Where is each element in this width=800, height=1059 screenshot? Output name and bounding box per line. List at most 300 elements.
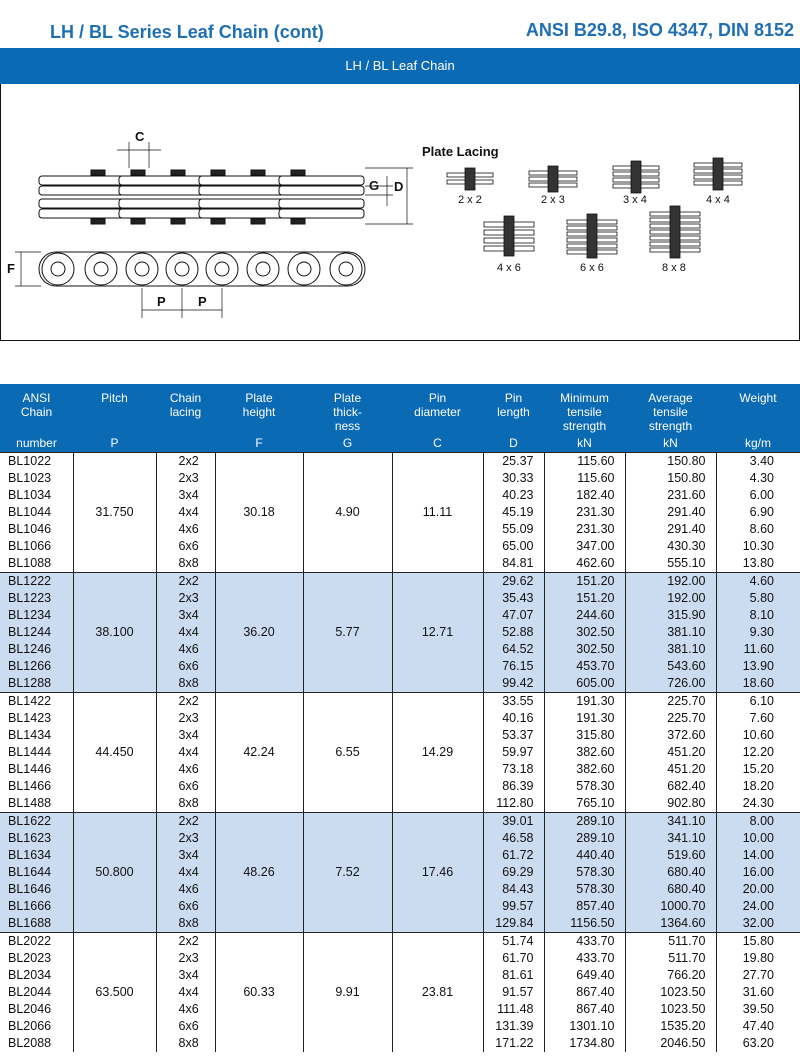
plate-height-cell: 48.26 [215,813,303,933]
weight-cell: 16.00 [716,864,800,881]
lacing-cell: 3x4 [156,487,215,504]
lacing-label-4x6: 4 x 6 [497,262,521,274]
lacing-cell: 4x6 [156,1001,215,1018]
lacing-cell: 8x8 [156,675,215,693]
min-strength-cell: 605.00 [544,675,625,693]
avg-strength-cell: 902.80 [625,795,716,813]
weight-cell: 24.00 [716,898,800,915]
pin-length-cell: 40.16 [483,710,544,727]
chain-top-view [39,142,413,224]
pin-length-cell: 59.97 [483,744,544,761]
pin-length-cell: 61.70 [483,950,544,967]
chain-side-view [15,252,365,318]
lacing-cell: 4x6 [156,641,215,658]
avg-strength-cell: 555.10 [625,555,716,573]
pin-length-cell: 69.29 [483,864,544,881]
min-strength-cell: 433.70 [544,933,625,951]
chain-number-cell: BL2066 [0,1018,73,1035]
chain-diagram-panel [0,84,800,341]
pin-diameter-cell: 17.46 [392,813,483,933]
lacing-cell: 4x4 [156,984,215,1001]
weight-cell: 63.20 [716,1035,800,1052]
avg-strength-cell: 680.40 [625,864,716,881]
lacing-cell: 3x4 [156,727,215,744]
column-header-line: height [242,405,276,419]
chain-number-cell: BL1666 [0,898,73,915]
min-strength-cell: 302.50 [544,624,625,641]
column-header-unit: C [433,436,442,450]
plate-height-cell: 36.20 [215,573,303,693]
pin-length-cell: 131.39 [483,1018,544,1035]
column-header [544,384,625,453]
lacing-cell: 4x4 [156,864,215,881]
column-header-line: tensile [653,405,688,419]
avg-strength-cell: 341.10 [625,830,716,847]
plate-height-cell: 60.33 [215,933,303,1053]
pin-length-cell: 84.43 [483,881,544,898]
pin-length-cell: 25.37 [483,453,544,471]
weight-cell: 10.00 [716,830,800,847]
plate-lacing-title: Plate Lacing [422,144,499,159]
column-header-line: Average [648,391,693,405]
lacing-cell: 2x2 [156,813,215,831]
chain-number-cell: BL1434 [0,727,73,744]
pitch-cell: 50.800 [73,813,156,933]
pin-length-cell: 91.57 [483,984,544,1001]
weight-cell: 27.70 [716,967,800,984]
min-strength-cell: 382.60 [544,744,625,761]
chain-number-cell: BL2022 [0,933,73,951]
dim-label-f: F [7,261,15,276]
chain-number-cell: BL1422 [0,693,73,711]
lacing-cell: 8x8 [156,915,215,933]
page-title: LH / BL Series Leaf Chain (cont) [50,22,324,42]
dim-label-d: D [394,179,404,194]
weight-cell: 4.30 [716,470,800,487]
plate-height-cell: 42.24 [215,693,303,813]
column-header-line: Plate [245,391,273,405]
avg-strength-cell: 372.60 [625,727,716,744]
chain-number-cell: BL1423 [0,710,73,727]
pin-length-cell: 73.18 [483,761,544,778]
chain-number-cell: BL1223 [0,590,73,607]
plate-thickness-cell: 6.55 [303,693,392,813]
avg-strength-cell: 225.70 [625,693,716,711]
table-row [0,933,800,951]
weight-cell: 39.50 [716,1001,800,1018]
lacing-cell: 2x3 [156,950,215,967]
weight-cell: 15.20 [716,761,800,778]
min-strength-cell: 578.30 [544,778,625,795]
pin-length-cell: 39.01 [483,813,544,831]
avg-strength-cell: 381.10 [625,624,716,641]
min-strength-cell: 244.60 [544,607,625,624]
lacing-cell: 2x2 [156,933,215,951]
plate-thickness-cell: 9.91 [303,933,392,1053]
lacing-cell: 2x2 [156,573,215,591]
min-strength-cell: 302.50 [544,641,625,658]
column-header [625,384,716,453]
weight-cell: 18.20 [716,778,800,795]
avg-strength-cell: 451.20 [625,744,716,761]
weight-cell: 20.00 [716,881,800,898]
chain-number-cell: BL1088 [0,555,73,573]
chain-number-cell: BL1222 [0,573,73,591]
avg-strength-cell: 291.40 [625,504,716,521]
avg-strength-cell: 1023.50 [625,984,716,1001]
weight-cell: 8.10 [716,607,800,624]
pin-length-cell: 30.33 [483,470,544,487]
avg-strength-cell: 1023.50 [625,1001,716,1018]
pitch-cell: 38.100 [73,573,156,693]
avg-strength-cell: 1535.20 [625,1018,716,1035]
weight-cell: 9.30 [716,624,800,641]
lacing-label-8x8: 8 x 8 [662,262,686,274]
lacing-cell: 2x3 [156,590,215,607]
table-body [0,453,800,1053]
lacing-cell: 6x6 [156,658,215,675]
min-strength-cell: 289.10 [544,813,625,831]
lacing-6x6-icon [567,214,617,258]
lacing-cell: 3x4 [156,847,215,864]
lacing-cell: 6x6 [156,538,215,555]
pin-length-cell: 112.80 [483,795,544,813]
pin-length-cell: 81.61 [483,967,544,984]
column-header-line: strength [648,419,693,433]
plate-height-cell: 30.18 [215,453,303,573]
avg-strength-cell: 543.60 [625,658,716,675]
column-header-line: Chain [169,391,202,405]
page-header [0,0,800,48]
weight-cell: 24.30 [716,795,800,813]
avg-strength-cell: 192.00 [625,573,716,591]
avg-strength-cell: 1000.70 [625,898,716,915]
lacing-2x3-icon [529,166,577,192]
avg-strength-cell: 726.00 [625,675,716,693]
min-strength-cell: 1156.50 [544,915,625,933]
chain-number-cell: BL1066 [0,538,73,555]
min-strength-cell: 115.60 [544,470,625,487]
pin-length-cell: 46.58 [483,830,544,847]
standards-label: ANSI B29.8, ISO 4347, DIN 8152 [525,20,794,40]
lacing-cell: 8x8 [156,555,215,573]
lacing-2x2-icon [447,168,493,190]
lacing-label-6x6: 6 x 6 [580,262,604,274]
avg-strength-cell: 511.70 [625,933,716,951]
pin-length-cell: 45.19 [483,504,544,521]
chain-number-cell: BL1266 [0,658,73,675]
dim-label-g: G [369,178,380,193]
min-strength-cell: 191.30 [544,710,625,727]
weight-cell: 47.40 [716,1018,800,1035]
chain-number-cell: BL1623 [0,830,73,847]
chain-number-cell: BL1244 [0,624,73,641]
column-header-line: lacing [169,405,202,419]
pin-length-cell: 129.84 [483,915,544,933]
avg-strength-cell: 511.70 [625,950,716,967]
avg-strength-cell: 225.70 [625,710,716,727]
chain-number-cell: BL1023 [0,470,73,487]
plate-thickness-cell: 4.90 [303,453,392,573]
lacing-cell: 2x3 [156,830,215,847]
lacing-cell: 4x6 [156,881,215,898]
pitch-cell: 63.500 [73,933,156,1053]
min-strength-cell: 765.10 [544,795,625,813]
pin-length-cell: 61.72 [483,847,544,864]
lacing-cell: 6x6 [156,1018,215,1035]
table-row [0,813,800,831]
pin-diameter-cell: 14.29 [392,693,483,813]
column-header [73,384,156,453]
column-header [303,384,392,453]
spec-table [0,384,800,1052]
table-row [0,453,800,471]
min-strength-cell: 1301.10 [544,1018,625,1035]
chain-number-cell: BL1288 [0,675,73,693]
column-header-line: length [497,405,530,419]
weight-cell: 14.00 [716,847,800,864]
chain-number-cell: BL1446 [0,761,73,778]
column-header-line: Weight [739,391,777,405]
avg-strength-cell: 430.30 [625,538,716,555]
weight-cell: 10.60 [716,727,800,744]
weight-cell: 4.60 [716,573,800,591]
lacing-cell: 6x6 [156,898,215,915]
column-header-line: Pitch [101,391,128,405]
avg-strength-cell: 519.60 [625,847,716,864]
column-header-line: Pin [504,391,523,405]
weight-cell: 7.60 [716,710,800,727]
pin-length-cell: 51.74 [483,933,544,951]
avg-strength-cell: 682.40 [625,778,716,795]
pin-length-cell: 65.00 [483,538,544,555]
avg-strength-cell: 2046.50 [625,1035,716,1052]
min-strength-cell: 857.40 [544,898,625,915]
lacing-cell: 8x8 [156,795,215,813]
min-strength-cell: 649.40 [544,967,625,984]
column-header [716,384,800,453]
min-strength-cell: 182.40 [544,487,625,504]
pitch-cell: 44.450 [73,693,156,813]
min-strength-cell: 289.10 [544,830,625,847]
pin-length-cell: 111.48 [483,1001,544,1018]
weight-cell: 6.00 [716,487,800,504]
pin-length-cell: 35.43 [483,590,544,607]
lacing-8x8-icon [650,206,700,258]
chain-number-cell: BL2044 [0,984,73,1001]
column-header [392,384,483,453]
chain-number-cell: BL1622 [0,813,73,831]
min-strength-cell: 1734.80 [544,1035,625,1052]
column-header-line: ANSI [22,391,51,405]
min-strength-cell: 231.30 [544,504,625,521]
lacing-cell: 2x2 [156,693,215,711]
dim-label-c: C [135,129,145,144]
min-strength-cell: 867.40 [544,1001,625,1018]
table-row [0,573,800,591]
column-header [0,384,73,453]
pin-length-cell: 29.62 [483,573,544,591]
pin-length-cell: 84.81 [483,555,544,573]
min-strength-cell: 115.60 [544,453,625,471]
min-strength-cell: 578.30 [544,881,625,898]
pin-length-cell: 55.09 [483,521,544,538]
column-header-unit: D [509,436,518,450]
min-strength-cell: 462.60 [544,555,625,573]
weight-cell: 15.80 [716,933,800,951]
pin-diameter-cell: 11.11 [392,453,483,573]
column-header [215,384,303,453]
column-header-unit: kg/m [744,436,771,450]
lacing-cell: 2x3 [156,710,215,727]
avg-strength-cell: 451.20 [625,761,716,778]
lacing-label-3x4: 3 x 4 [623,194,647,206]
chain-number-cell: BL1444 [0,744,73,761]
pitch-cell: 31.750 [73,453,156,573]
lacing-cell: 3x4 [156,967,215,984]
weight-cell: 5.80 [716,590,800,607]
pin-length-cell: 64.52 [483,641,544,658]
lacing-label-2x3: 2 x 3 [541,194,565,206]
lacing-cell: 2x3 [156,470,215,487]
weight-cell: 31.60 [716,984,800,1001]
lacing-cell: 4x4 [156,624,215,641]
column-header-line: strength [562,419,607,433]
column-header-line: diameter [414,405,461,419]
avg-strength-cell: 1364.60 [625,915,716,933]
column-header-line: Chain [20,405,53,419]
weight-cell: 6.10 [716,693,800,711]
min-strength-cell: 382.60 [544,761,625,778]
pin-length-cell: 171.22 [483,1035,544,1052]
chain-number-cell: BL2088 [0,1035,73,1052]
pin-diameter-cell: 23.81 [392,933,483,1053]
column-header-unit: P [110,436,119,450]
min-strength-cell: 433.70 [544,950,625,967]
column-header-line: thick- [333,405,362,419]
column-header-line: tensile [567,405,602,419]
pin-length-cell: 76.15 [483,658,544,675]
chain-number-cell: BL1044 [0,504,73,521]
banner-title: LH / BL Leaf Chain [345,58,455,73]
weight-cell: 3.40 [716,453,800,471]
column-header [483,384,544,453]
weight-cell: 13.80 [716,555,800,573]
weight-cell: 10.30 [716,538,800,555]
avg-strength-cell: 766.20 [625,967,716,984]
table-header-row [0,384,800,453]
avg-strength-cell: 192.00 [625,590,716,607]
column-header-unit: kN [663,436,678,450]
weight-cell: 8.60 [716,521,800,538]
lacing-4x4-icon [694,158,742,190]
avg-strength-cell: 680.40 [625,881,716,898]
chain-number-cell: BL1466 [0,778,73,795]
chain-number-cell: BL1634 [0,847,73,864]
pin-length-cell: 52.88 [483,624,544,641]
min-strength-cell: 440.40 [544,847,625,864]
weight-cell: 32.00 [716,915,800,933]
lacing-cell: 2x2 [156,453,215,471]
pin-diameter-cell: 12.71 [392,573,483,693]
weight-cell: 19.80 [716,950,800,967]
min-strength-cell: 151.20 [544,590,625,607]
column-header-line: Pin [428,391,447,405]
lacing-4x6-icon [484,216,534,256]
plate-thickness-cell: 7.52 [303,813,392,933]
weight-cell: 8.00 [716,813,800,831]
pin-length-cell: 99.57 [483,898,544,915]
column-header-line: ness [334,419,361,433]
chain-number-cell: BL2046 [0,1001,73,1018]
table-row [0,693,800,711]
pin-length-cell: 40.23 [483,487,544,504]
dim-label-p2: P [198,294,207,309]
column-header [156,384,215,453]
column-header-line: Minimum [560,391,609,405]
avg-strength-cell: 381.10 [625,641,716,658]
plate-thickness-cell: 5.77 [303,573,392,693]
chain-number-cell: BL1234 [0,607,73,624]
column-header-unit: F [255,436,263,450]
min-strength-cell: 453.70 [544,658,625,675]
chain-number-cell: BL1246 [0,641,73,658]
lacing-cell: 4x4 [156,744,215,761]
chain-number-cell: BL1022 [0,453,73,471]
chain-number-cell: BL1688 [0,915,73,933]
lacing-cell: 4x6 [156,761,215,778]
min-strength-cell: 151.20 [544,573,625,591]
pin-length-cell: 33.55 [483,693,544,711]
avg-strength-cell: 231.60 [625,487,716,504]
chain-number-cell: BL2023 [0,950,73,967]
min-strength-cell: 191.30 [544,693,625,711]
min-strength-cell: 867.40 [544,984,625,1001]
column-header-line: Plate [333,391,362,405]
dim-label-p1: P [157,294,166,309]
avg-strength-cell: 315.90 [625,607,716,624]
weight-cell: 12.20 [716,744,800,761]
lacing-label-4x4: 4 x 4 [706,194,730,206]
min-strength-cell: 231.30 [544,521,625,538]
weight-cell: 18.60 [716,675,800,693]
chain-number-cell: BL1034 [0,487,73,504]
pin-length-cell: 47.07 [483,607,544,624]
column-header-unit: G [342,436,353,450]
min-strength-cell: 347.00 [544,538,625,555]
weight-cell: 13.90 [716,658,800,675]
lacing-cell: 6x6 [156,778,215,795]
avg-strength-cell: 341.10 [625,813,716,831]
chain-number-cell: BL1488 [0,795,73,813]
lacing-cell: 3x4 [156,607,215,624]
section-banner [0,48,800,84]
weight-cell: 11.60 [716,641,800,658]
lacing-cell: 4x4 [156,504,215,521]
pin-length-cell: 86.39 [483,778,544,795]
avg-strength-cell: 291.40 [625,521,716,538]
avg-strength-cell: 150.80 [625,470,716,487]
chain-number-cell: BL1046 [0,521,73,538]
pin-length-cell: 99.42 [483,675,544,693]
lacing-cell: 4x6 [156,521,215,538]
chain-number-cell: BL1644 [0,864,73,881]
chain-diagram [1,84,799,340]
lacing-3x4-icon [613,161,659,193]
lacing-cell: 8x8 [156,1035,215,1052]
pin-length-cell: 53.37 [483,727,544,744]
column-header-unit: kN [577,436,592,450]
